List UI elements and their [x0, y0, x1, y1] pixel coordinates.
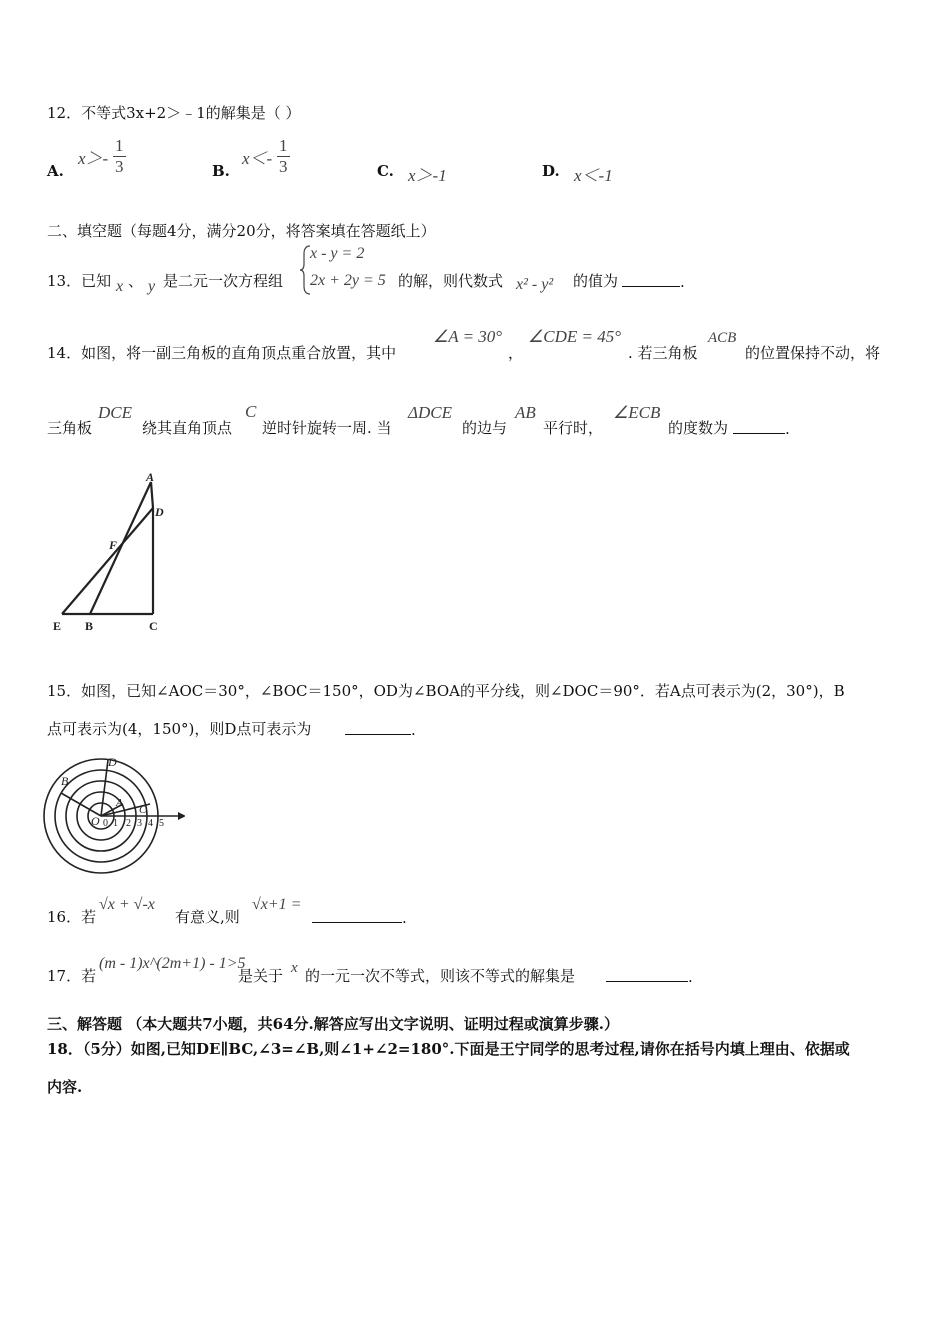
section-3-title: 三、解答题 （本大题共7小题，共64分.解答应写出文字说明、证明过程或演算步骤.）	[47, 1015, 619, 1033]
q14-angle-ecb: ∠ECB	[613, 403, 661, 422]
q14-line-de	[62, 508, 153, 614]
q14-line2-b: 绕其直角顶点	[142, 419, 233, 437]
q15-polar-figure	[40, 752, 185, 877]
q13-sep: 、	[128, 272, 144, 290]
q13-var-y: y	[148, 278, 156, 295]
q14-answer-blank[interactable]	[733, 417, 790, 438]
q13-tail: .	[680, 273, 685, 291]
q12-option-a-label: A.	[47, 162, 64, 180]
q14-line2-c: 逆时针旋转一周. 当	[262, 419, 392, 437]
q16-expr2: √x+1 =	[252, 896, 302, 913]
q15-label-c: C	[139, 804, 147, 816]
q15-ray-od	[101, 760, 108, 816]
q15-label-a: A	[116, 797, 123, 809]
q13-expr: x² - y²	[516, 276, 554, 293]
q15-answer-blank[interactable]	[345, 718, 416, 739]
q14-comma: ，	[508, 344, 524, 362]
q17-mid: 是关于	[238, 967, 284, 985]
q17-answer-blank[interactable]	[606, 965, 693, 986]
q14-label-f: F	[109, 538, 118, 552]
q14-line1-b: . 若三角板	[628, 344, 698, 362]
q15-tick-3: 3	[137, 818, 142, 829]
q16-expr1: √x + √-x	[99, 896, 155, 913]
q17-expr: (m - 1)x^(2m+1) - 1>5	[99, 955, 246, 972]
q15-tail: .	[411, 721, 416, 739]
q14-line2-e: 平行时，	[543, 419, 604, 437]
q16-tail: .	[402, 909, 407, 927]
q14-figure	[45, 468, 175, 638]
q15-tick-2: 2	[126, 818, 131, 829]
q12-option-d-label: D.	[542, 162, 560, 180]
q14-label-b: B	[85, 619, 94, 633]
q15-label-b: B	[61, 774, 69, 788]
q13-post: 的解，则代数式	[398, 272, 504, 290]
q12-option-b-label: B.	[212, 162, 230, 180]
q14-angle-cde: ∠CDE = 45°	[528, 327, 622, 346]
q15-tick-5: 5	[159, 818, 164, 829]
q14-line2-a: 三角板	[47, 419, 93, 437]
q16-answer-blank[interactable]	[312, 906, 407, 927]
q12-option-a-expr: x＞- $\frac{1}{3}$	[78, 136, 124, 176]
q14-angle-a: ∠A = 30°	[433, 327, 503, 346]
q13-eq2: 2x + 2y = 5	[310, 272, 386, 289]
q14-tail: .	[785, 420, 790, 438]
q14-triangle: ΔDCE	[408, 403, 452, 422]
q17-var-x: x	[291, 960, 298, 976]
q14-dce: DCE	[98, 403, 132, 422]
q16-mid: 有意义,则	[175, 908, 240, 926]
q13-system	[300, 244, 400, 296]
q15-line1: 15．如图，已知∠AOC＝30°，∠BOC＝150°，OD为∠BOA的平分线，则∠DOC＝90°．若A点可表示为(2，30°)，B	[47, 682, 845, 700]
q15-tick-1: 1	[113, 818, 118, 829]
q14-ab: AB	[515, 403, 536, 422]
q14-line1-a: 14．如图，将一副三角板的直角顶点重合放置，其中	[47, 344, 397, 362]
q14-line2-d: 的边与	[462, 419, 508, 437]
q14-line1-c: 的位置保持不动，将	[745, 344, 881, 362]
q15-axis-arrow	[178, 812, 185, 820]
q13-end: 的值为	[573, 272, 619, 290]
q15-tick-4: 4	[148, 818, 153, 829]
q18-line2: 内容.	[47, 1078, 83, 1096]
q12-stem: 12．不等式3x+2＞﹣1的解集是（ ）	[47, 104, 301, 122]
q13-mid: 是二元一次方程组	[163, 272, 284, 290]
q15-tick-0: 0	[103, 818, 108, 829]
q17-post: 的一元一次不等式，则该不等式的解集是	[305, 967, 576, 985]
q15-label-d: D	[108, 755, 117, 769]
q12-option-c-expr: x＞-1	[408, 166, 447, 185]
q14-c: C	[245, 402, 257, 421]
q17-tail: .	[688, 968, 693, 986]
q13-prefix: 13．已知	[47, 272, 112, 290]
q13-eq1: x - y = 2	[310, 245, 365, 262]
q18-line1: 18．（5分）如图,已知DE∥BC,∠3=∠B,则∠1+∠2=180°.下面是王宁同学的思考过程,请你在括号内填上理由、依据或	[47, 1040, 850, 1058]
q16-prefix: 16．若	[47, 908, 97, 926]
q13-var-x: x	[116, 278, 124, 295]
q15-line2: 点可表示为(4，150°)，则D点可表示为	[47, 720, 312, 738]
q12-option-b-expr: x＜- $\frac{1}{3}$	[242, 136, 288, 176]
q14-acb: ACB	[708, 330, 737, 346]
q14-label-c: C	[149, 619, 158, 633]
q14-line-ad	[151, 482, 153, 508]
q14-line2-f: 的度数为	[668, 419, 729, 437]
q14-label-d: D	[155, 505, 164, 519]
q17-prefix: 17．若	[47, 967, 97, 985]
q14-line-ba	[90, 482, 151, 614]
section-2-title: 二、填空题（每题4分，满分20分，将答案填在答题纸上）	[47, 222, 436, 240]
q15-label-o: O	[91, 814, 100, 828]
q14-label-e: E	[53, 619, 62, 633]
q13-answer-blank[interactable]	[622, 270, 685, 291]
q12-option-d-expr: x＜-1	[574, 166, 613, 185]
q14-label-a: A	[146, 470, 155, 484]
q12-option-c-label: C.	[377, 162, 394, 180]
